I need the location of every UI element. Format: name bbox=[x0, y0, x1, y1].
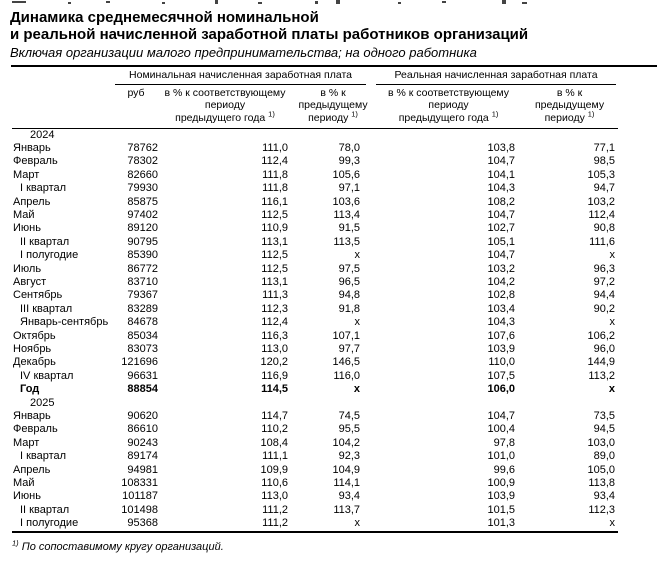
period-cell: IV квартал bbox=[20, 369, 74, 382]
value-cell: 98,5 bbox=[593, 155, 616, 168]
period-cell: Февраль bbox=[13, 155, 58, 168]
value-cell: 96,3 bbox=[593, 262, 616, 275]
table-row bbox=[12, 303, 618, 316]
footnote-text: По сопоставимому кругу организаций. bbox=[21, 540, 224, 553]
table-row bbox=[12, 276, 618, 289]
value-cell: 101,0 bbox=[487, 450, 516, 463]
value-cell: 106,0 bbox=[487, 383, 516, 396]
value-cell: 111,6 bbox=[589, 235, 616, 248]
value-cell: 116,9 bbox=[261, 369, 288, 382]
value-cell: 104,9 bbox=[332, 463, 361, 476]
value-cell: 90620 bbox=[127, 410, 158, 423]
year-label: 2025 bbox=[30, 396, 55, 409]
value-cell: 116,3 bbox=[261, 329, 288, 342]
value-cell: 101498 bbox=[121, 503, 158, 516]
value-cell: 112,3 bbox=[588, 503, 616, 516]
value-cell: 111,3 bbox=[262, 289, 288, 302]
value-cell: 92,3 bbox=[338, 450, 361, 463]
table-row bbox=[12, 182, 618, 195]
group-real-label: Реальная начисленная заработная плата bbox=[376, 69, 616, 85]
period-cell: II квартал bbox=[20, 235, 70, 248]
value-cell: 93,4 bbox=[593, 490, 616, 503]
table-row bbox=[12, 356, 618, 369]
wages-table bbox=[12, 67, 618, 533]
value-cell: 107,1 bbox=[332, 329, 361, 342]
value-cell: 103,0 bbox=[587, 436, 616, 449]
value-cell: 110,6 bbox=[261, 477, 288, 490]
value-cell: 91,8 bbox=[338, 302, 361, 315]
value-cell: 104,3 bbox=[487, 316, 516, 329]
table-row bbox=[12, 397, 618, 410]
value-cell: х bbox=[353, 383, 361, 396]
value-cell: 97,7 bbox=[338, 343, 361, 355]
period-cell: Март bbox=[13, 168, 40, 181]
value-cell: 108,4 bbox=[260, 436, 288, 449]
table-row bbox=[12, 410, 618, 423]
value-cell: 111,2 bbox=[262, 503, 288, 516]
value-cell: 74,5 bbox=[338, 410, 361, 423]
period-cell: I квартал bbox=[20, 450, 67, 463]
value-cell: 103,8 bbox=[487, 141, 516, 154]
period-cell: Июль bbox=[13, 262, 42, 275]
value-cell: 97,5 bbox=[338, 262, 361, 275]
value-cell: 104,7 bbox=[487, 410, 516, 423]
value-cell: х bbox=[354, 517, 361, 530]
value-cell: х bbox=[609, 517, 616, 530]
value-cell: 103,2 bbox=[587, 195, 616, 208]
table-row bbox=[12, 289, 618, 302]
value-cell: 112,4 bbox=[261, 155, 288, 168]
value-cell: 111,8 bbox=[262, 168, 288, 181]
col-header-real-yoy: в % к соответствующему периоду предыдущего года $^{1)}$ bbox=[376, 85, 521, 129]
value-cell: 77,1 bbox=[593, 141, 616, 154]
year-label: 2024 bbox=[30, 128, 55, 141]
value-cell: х bbox=[608, 383, 616, 396]
value-cell: 102,8 bbox=[487, 289, 516, 302]
value-cell: 96631 bbox=[127, 369, 158, 382]
group-real bbox=[376, 67, 618, 85]
value-cell: 112,5 bbox=[261, 208, 288, 221]
value-cell: 114,7 bbox=[261, 410, 288, 423]
page-subtitle: Включая организации малого предпринимательства; на одного работника bbox=[10, 45, 477, 60]
table-row bbox=[12, 128, 618, 142]
period-cell: Июнь bbox=[13, 222, 41, 235]
value-cell: 83289 bbox=[127, 302, 158, 315]
value-cell: 111,1 bbox=[262, 450, 288, 463]
value-cell: 79930 bbox=[127, 182, 158, 195]
value-cell: 83710 bbox=[127, 275, 158, 288]
value-cell: 95368 bbox=[127, 517, 158, 530]
value-cell: 101,5 bbox=[487, 503, 516, 516]
value-cell: 113,1 bbox=[261, 235, 288, 248]
value-cell: 104,7 bbox=[487, 208, 516, 221]
col-header-nominal-prev: в % к предыдущему периоду $^{1)}$ bbox=[290, 85, 376, 129]
footnote bbox=[12, 538, 657, 554]
period-cell: Январь-сентябрь bbox=[20, 316, 109, 329]
value-cell: 116,1 bbox=[261, 195, 288, 208]
period-cell: Апрель bbox=[13, 463, 51, 476]
value-cell: 97402 bbox=[127, 208, 158, 221]
period-cell: Январь bbox=[13, 410, 51, 423]
value-cell: 109,9 bbox=[260, 463, 288, 476]
period-cell: Январь bbox=[13, 141, 51, 154]
table-row bbox=[12, 517, 618, 531]
value-cell: 96,0 bbox=[593, 343, 616, 355]
value-cell: 89,0 bbox=[593, 450, 616, 463]
value-cell: 110,0 bbox=[488, 356, 516, 369]
corner-cell bbox=[12, 67, 112, 85]
value-cell: 86772 bbox=[127, 262, 158, 275]
value-cell: 86610 bbox=[127, 423, 158, 436]
value-cell: 104,7 bbox=[487, 155, 516, 168]
table-row bbox=[12, 383, 618, 396]
value-cell: 84678 bbox=[127, 316, 158, 329]
value-cell: 89120 bbox=[127, 222, 158, 235]
value-cell: 94,7 bbox=[593, 182, 616, 195]
period-cell: Февраль bbox=[13, 423, 58, 436]
value-cell: 103,4 bbox=[487, 302, 516, 315]
table-row bbox=[12, 464, 618, 477]
value-cell: 100,4 bbox=[487, 423, 516, 436]
value-cell: 105,6 bbox=[332, 168, 361, 181]
value-cell: 113,1 bbox=[261, 275, 288, 288]
value-cell: 105,1 bbox=[487, 235, 516, 248]
value-cell: 112,5 bbox=[261, 262, 288, 275]
value-cell: 85875 bbox=[127, 195, 158, 208]
value-cell: 82660 bbox=[127, 168, 158, 181]
value-cell: 101187 bbox=[122, 490, 158, 503]
table-row bbox=[12, 490, 618, 503]
table-row bbox=[12, 504, 618, 517]
value-cell: 113,4 bbox=[333, 208, 361, 221]
table-row bbox=[12, 343, 618, 356]
value-cell: 113,0 bbox=[261, 343, 288, 355]
period-cell: Апрель bbox=[13, 195, 51, 208]
value-cell: 78,0 bbox=[338, 141, 361, 154]
value-cell: 104,2 bbox=[487, 275, 516, 288]
table-row bbox=[12, 222, 618, 235]
value-cell: 114,1 bbox=[333, 477, 361, 490]
value-cell: х bbox=[609, 249, 616, 262]
period-cell: Декабрь bbox=[13, 356, 56, 369]
col-header-rub-label: руб bbox=[127, 86, 145, 99]
table-row bbox=[12, 142, 618, 155]
value-cell: 103,9 bbox=[487, 490, 516, 503]
period-cell: I квартал bbox=[20, 182, 67, 195]
period-cell: I полугодие bbox=[20, 249, 79, 262]
footnote-mark: 1) bbox=[587, 109, 595, 118]
table-body bbox=[12, 128, 618, 532]
table-row bbox=[12, 196, 618, 209]
table-row bbox=[12, 437, 618, 450]
value-cell: 120,2 bbox=[260, 356, 288, 369]
table-row bbox=[12, 423, 618, 436]
value-cell: 97,2 bbox=[593, 275, 616, 288]
footnote-mark: 1) bbox=[268, 109, 275, 118]
table-row bbox=[12, 155, 618, 168]
value-cell: 106,2 bbox=[587, 329, 616, 342]
clipped-text-top bbox=[10, 0, 657, 5]
value-cell: 103,2 bbox=[487, 262, 516, 275]
table-row bbox=[12, 450, 618, 463]
value-cell: 108,2 bbox=[487, 195, 516, 208]
table-row bbox=[12, 249, 618, 262]
value-cell: 114,5 bbox=[261, 383, 288, 396]
value-cell: 93,4 bbox=[338, 490, 361, 503]
corner-cell-2 bbox=[12, 85, 112, 129]
value-cell: 108331 bbox=[121, 477, 158, 490]
value-cell: 104,7 bbox=[487, 249, 516, 262]
value-cell: 83073 bbox=[127, 343, 158, 355]
value-cell: 146,5 bbox=[332, 356, 361, 369]
value-cell: 113,5 bbox=[333, 235, 361, 248]
value-cell: 73,5 bbox=[593, 410, 616, 423]
period-cell: Ноябрь bbox=[13, 343, 52, 355]
value-cell: х bbox=[354, 316, 361, 329]
value-cell: 101,3 bbox=[487, 517, 516, 530]
table-row bbox=[12, 477, 618, 490]
value-cell: 116,0 bbox=[333, 369, 361, 382]
table-row bbox=[12, 263, 618, 276]
table-row bbox=[12, 209, 618, 222]
value-cell: х bbox=[609, 316, 616, 329]
value-cell: 99,6 bbox=[493, 463, 516, 476]
value-cell: 104,2 bbox=[332, 436, 361, 449]
value-cell: 78302 bbox=[127, 155, 158, 168]
period-cell: III квартал bbox=[20, 302, 73, 315]
value-cell: 113,8 bbox=[588, 477, 616, 490]
value-cell: 100,9 bbox=[487, 477, 516, 490]
value-cell: 90795 bbox=[127, 235, 158, 248]
value-cell: 79367 bbox=[127, 289, 158, 302]
value-cell: 105,0 bbox=[587, 463, 616, 476]
period-cell: Август bbox=[13, 275, 47, 288]
footnote-mark: 1) bbox=[491, 109, 499, 118]
value-cell: 97,8 bbox=[493, 436, 516, 449]
value-cell: 105,3 bbox=[587, 168, 616, 181]
value-cell: 112,3 bbox=[261, 302, 288, 315]
value-cell: 96,5 bbox=[338, 275, 361, 288]
period-cell: Май bbox=[13, 477, 35, 490]
period-cell: Март bbox=[13, 436, 40, 449]
value-cell: 99,3 bbox=[338, 155, 361, 168]
period-cell: Год bbox=[20, 383, 40, 396]
col-header-rub bbox=[112, 85, 160, 129]
table-row bbox=[12, 169, 618, 182]
footnote-mark: 1) bbox=[351, 109, 358, 118]
value-cell: 113,2 bbox=[588, 369, 616, 382]
value-cell: 94,5 bbox=[593, 423, 616, 436]
value-cell: 94,8 bbox=[338, 289, 361, 302]
value-cell: 144,9 bbox=[587, 356, 616, 369]
value-cell: 103,9 bbox=[487, 343, 516, 355]
group-header-row bbox=[12, 67, 618, 85]
value-cell: 112,4 bbox=[261, 316, 288, 329]
value-cell: 85034 bbox=[127, 329, 158, 342]
value-cell: 107,6 bbox=[487, 329, 516, 342]
value-cell: 112,5 bbox=[261, 249, 288, 262]
value-cell: 85390 bbox=[127, 249, 158, 262]
value-cell: 112,4 bbox=[588, 208, 616, 221]
value-cell: 90243 bbox=[127, 436, 158, 449]
title-line1: Динамика среднемесячной номинальной bbox=[10, 9, 319, 26]
value-cell: 121696 bbox=[121, 356, 158, 369]
value-cell: 89174 bbox=[127, 450, 158, 463]
value-cell: 111,2 bbox=[262, 517, 288, 530]
period-cell: Октябрь bbox=[13, 329, 56, 342]
value-cell: 94,4 bbox=[593, 289, 616, 302]
value-cell: 97,1 bbox=[338, 182, 361, 195]
footnote-mark: 1) bbox=[12, 538, 19, 548]
period-cell: Май bbox=[13, 208, 35, 221]
value-cell: 104,3 bbox=[487, 182, 516, 195]
value-cell: 113,0 bbox=[261, 490, 288, 503]
value-cell: 90,2 bbox=[593, 302, 616, 315]
value-cell: 104,1 bbox=[487, 168, 516, 181]
value-cell: х bbox=[354, 249, 361, 262]
period-cell: Сентябрь bbox=[13, 289, 63, 302]
value-cell: 107,5 bbox=[487, 369, 516, 382]
table-row bbox=[12, 236, 618, 249]
period-cell: I полугодие bbox=[20, 517, 79, 530]
col-header-nominal-yoy: в % к соответствующему периоду предыдущего года $^{1)}$ bbox=[160, 85, 290, 129]
page-title bbox=[10, 9, 657, 43]
table-row bbox=[12, 370, 618, 383]
group-nominal-label: Номинальная начисленная заработная плата bbox=[115, 69, 366, 85]
col-header-real-prev: в % к предыдущему периоду $^{1)}$ bbox=[521, 85, 618, 129]
period-cell: Июнь bbox=[13, 490, 41, 503]
value-cell: 111,8 bbox=[262, 182, 288, 195]
value-cell: 103,6 bbox=[332, 195, 361, 208]
column-header-row bbox=[12, 85, 618, 129]
value-cell: 95,5 bbox=[338, 423, 361, 436]
value-cell: 110,9 bbox=[261, 222, 288, 235]
table-row bbox=[12, 316, 618, 329]
value-cell: 111,0 bbox=[262, 141, 288, 154]
value-cell: 102,7 bbox=[487, 222, 516, 235]
value-cell: 78762 bbox=[127, 141, 158, 154]
title-line2: и реальной начисленной заработной платы работников организаций bbox=[10, 26, 529, 43]
value-cell: 94981 bbox=[127, 463, 158, 476]
value-cell: 91,5 bbox=[338, 222, 361, 235]
value-cell: 90,8 bbox=[593, 222, 616, 235]
value-cell: 113,7 bbox=[333, 503, 361, 516]
value-cell: 88854 bbox=[127, 383, 158, 396]
period-cell: II квартал bbox=[20, 503, 70, 516]
table-row bbox=[12, 330, 618, 343]
value-cell: 110,2 bbox=[261, 423, 288, 436]
group-nominal bbox=[112, 67, 376, 85]
